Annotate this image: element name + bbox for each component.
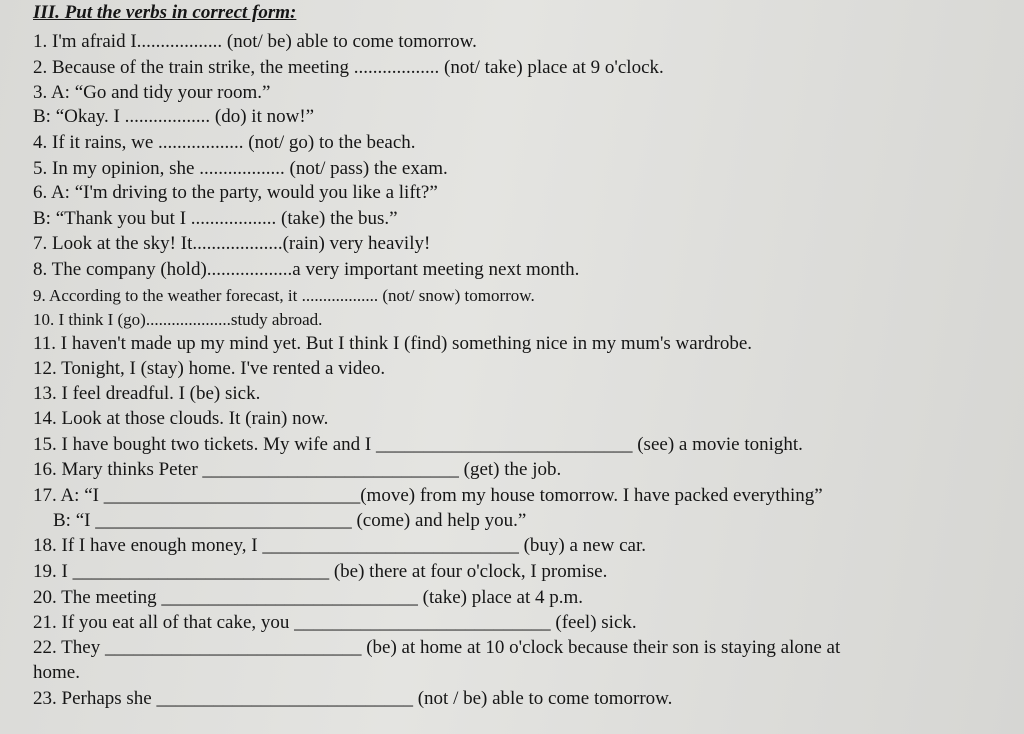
exercise-line-15: 15. I have bought two tickets. My wife and I ___________________________ (see) a movie tonight. (33, 434, 803, 455)
exercise-line-8: 8. The company (hold)..................a very important meeting next month. (33, 259, 580, 280)
exercise-title: III. Put the verbs in correct form: (33, 2, 297, 23)
exercise-line-17b: B: “I ___________________________ (come) and help you.” (53, 510, 527, 531)
exercise-line-9: 9. According to the weather forecast, it .................. (not/ snow) tomorrow. (33, 286, 535, 305)
exercise-line-10: 10. I think I (go)....................study abroad. (33, 310, 323, 329)
exercise-line-7: 7. Look at the sky! It...................(rain) very heavily! (33, 233, 431, 254)
exercise-line-20: 20. The meeting ___________________________ (take) place at 4 p.m. (33, 587, 584, 608)
exercise-line-18: 18. If I have enough money, I ___________________________ (buy) a new car. (33, 535, 646, 556)
exercise-line-17a: 17. A: “I ___________________________(move) from my house tomorrow. I have packed everything” (33, 485, 823, 506)
exercise-line-23: 23. Perhaps she ___________________________ (not / be) able to come tomorrow. (33, 688, 673, 709)
exercise-line-11: 11. I haven't made up my mind yet. But I think I (find) something nice in my mum's wardrobe. (33, 333, 753, 354)
exercise-line-16: 16. Mary thinks Peter ___________________________ (get) the job. (33, 459, 562, 480)
exercise-line-2: 2. Because of the train strike, the meeting .................. (not/ take) place at 9 o'clock. (33, 57, 664, 78)
exercise-line-4: 4. If it rains, we .................. (not/ go) to the beach. (33, 132, 416, 153)
exercise-line-13: 13. I feel dreadful. I (be) sick. (33, 383, 261, 404)
exercise-line-6a: 6. A: “I'm driving to the party, would you like a lift?” (33, 182, 438, 203)
exercise-line-3a: 3. A: “Go and tidy your room.” (33, 82, 271, 103)
exercise-line-6b: B: “Thank you but I .................. (take) the bus.” (33, 208, 398, 229)
exercise-line-19: 19. I ___________________________ (be) there at four o'clock, I promise. (33, 561, 608, 582)
exercise-line-5: 5. In my opinion, she .................. (not/ pass) the exam. (33, 158, 448, 179)
exercise-line-22-cont: home. (33, 662, 80, 683)
exercise-line-14: 14. Look at those clouds. It (rain) now. (33, 408, 329, 429)
exercise-line-1: 1. I'm afraid I.................. (not/ be) able to come tomorrow. (33, 31, 477, 52)
exercise-line-21: 21. If you eat all of that cake, you ___________________________ (feel) sick. (33, 612, 637, 633)
exercise-line-12: 12. Tonight, I (stay) home. I've rented a video. (33, 358, 386, 379)
exercise-line-3b: B: “Okay. I .................. (do) it now!” (33, 106, 315, 127)
exercise-line-22: 22. They ___________________________ (be) at home at 10 o'clock because their son is staying alone at (33, 637, 841, 658)
